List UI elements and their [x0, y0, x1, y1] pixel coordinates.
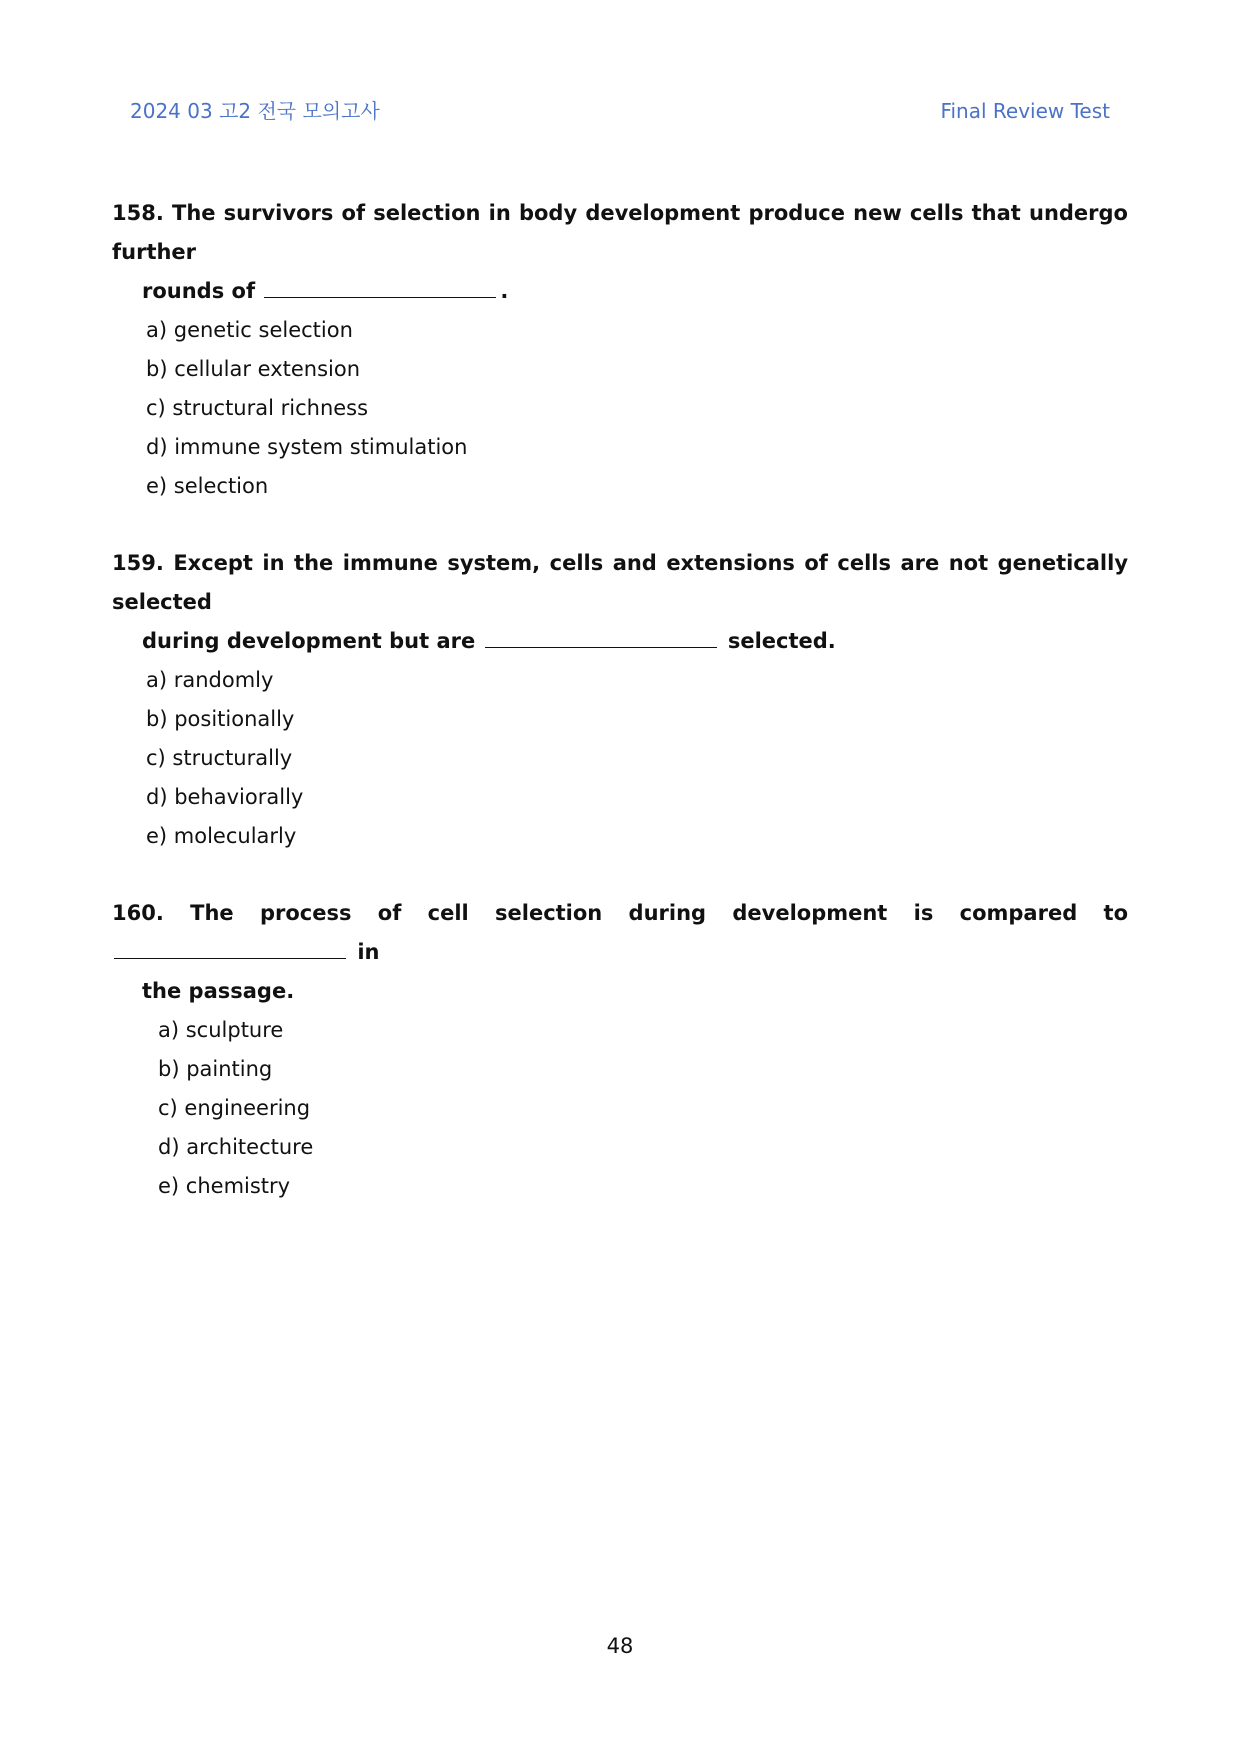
question-text-before-blank: rounds of: [142, 279, 256, 303]
option-a[interactable]: a) genetic selection: [146, 318, 353, 342]
option-a[interactable]: a) randomly: [146, 668, 274, 692]
header-test-name: Final Review Test: [940, 99, 1110, 123]
option-a[interactable]: a) sculpture: [158, 1018, 284, 1042]
option-e[interactable]: e) chemistry: [158, 1174, 291, 1198]
question-number: 160.: [112, 901, 164, 925]
option-d[interactable]: d) architecture: [158, 1135, 314, 1159]
option-b[interactable]: b) painting: [158, 1057, 273, 1081]
question-number: 159.: [112, 551, 164, 575]
answer-blank[interactable]: [485, 625, 717, 648]
question-stem: [112, 194, 1128, 311]
question-text-before-blank: The process of cell selection during development is compared to: [190, 901, 1128, 925]
question-158: [112, 194, 1128, 506]
question-text: The survivors of selection in body development produce new cells that undergo further: [112, 201, 1128, 264]
question-160: [112, 894, 1128, 1206]
answer-blank[interactable]: [114, 936, 346, 959]
answer-options: [112, 1011, 1128, 1206]
question-text-before-blank: during development but are: [142, 629, 476, 653]
option-d[interactable]: d) immune system stimulation: [146, 435, 468, 459]
option-d[interactable]: d) behaviorally: [146, 785, 304, 809]
question-continuation: [112, 629, 836, 653]
option-c[interactable]: c) structural richness: [146, 396, 369, 420]
question-continuation: the passage.: [142, 979, 295, 1003]
question-text-after-blank: selected.: [727, 629, 836, 653]
question-text-after-blank: .: [500, 279, 509, 303]
question-text: Except in the immune system, cells and extensions of cells are not genetically selected: [112, 551, 1129, 614]
answer-options: [112, 661, 1128, 856]
question-continuation: [112, 279, 508, 303]
answer-blank[interactable]: [264, 275, 496, 298]
question-stem: [112, 894, 1128, 1011]
option-c[interactable]: c) structurally: [146, 746, 293, 770]
option-e[interactable]: e) selection: [146, 474, 269, 498]
option-c[interactable]: c) engineering: [158, 1096, 311, 1120]
option-b[interactable]: b) positionally: [146, 707, 295, 731]
option-b[interactable]: b) cellular extension: [146, 357, 361, 381]
answer-options: [112, 311, 1128, 506]
option-e[interactable]: e) molecularly: [146, 824, 297, 848]
question-number: 158.: [112, 201, 164, 225]
header-exam-title: 2024 03 고2 전국 모의고사: [130, 99, 380, 123]
question-text-after-blank: in: [357, 940, 380, 964]
question-list: [112, 194, 1128, 1244]
page-number: 48: [606, 1634, 634, 1658]
question-stem: [112, 544, 1128, 661]
question-159: [112, 544, 1128, 856]
